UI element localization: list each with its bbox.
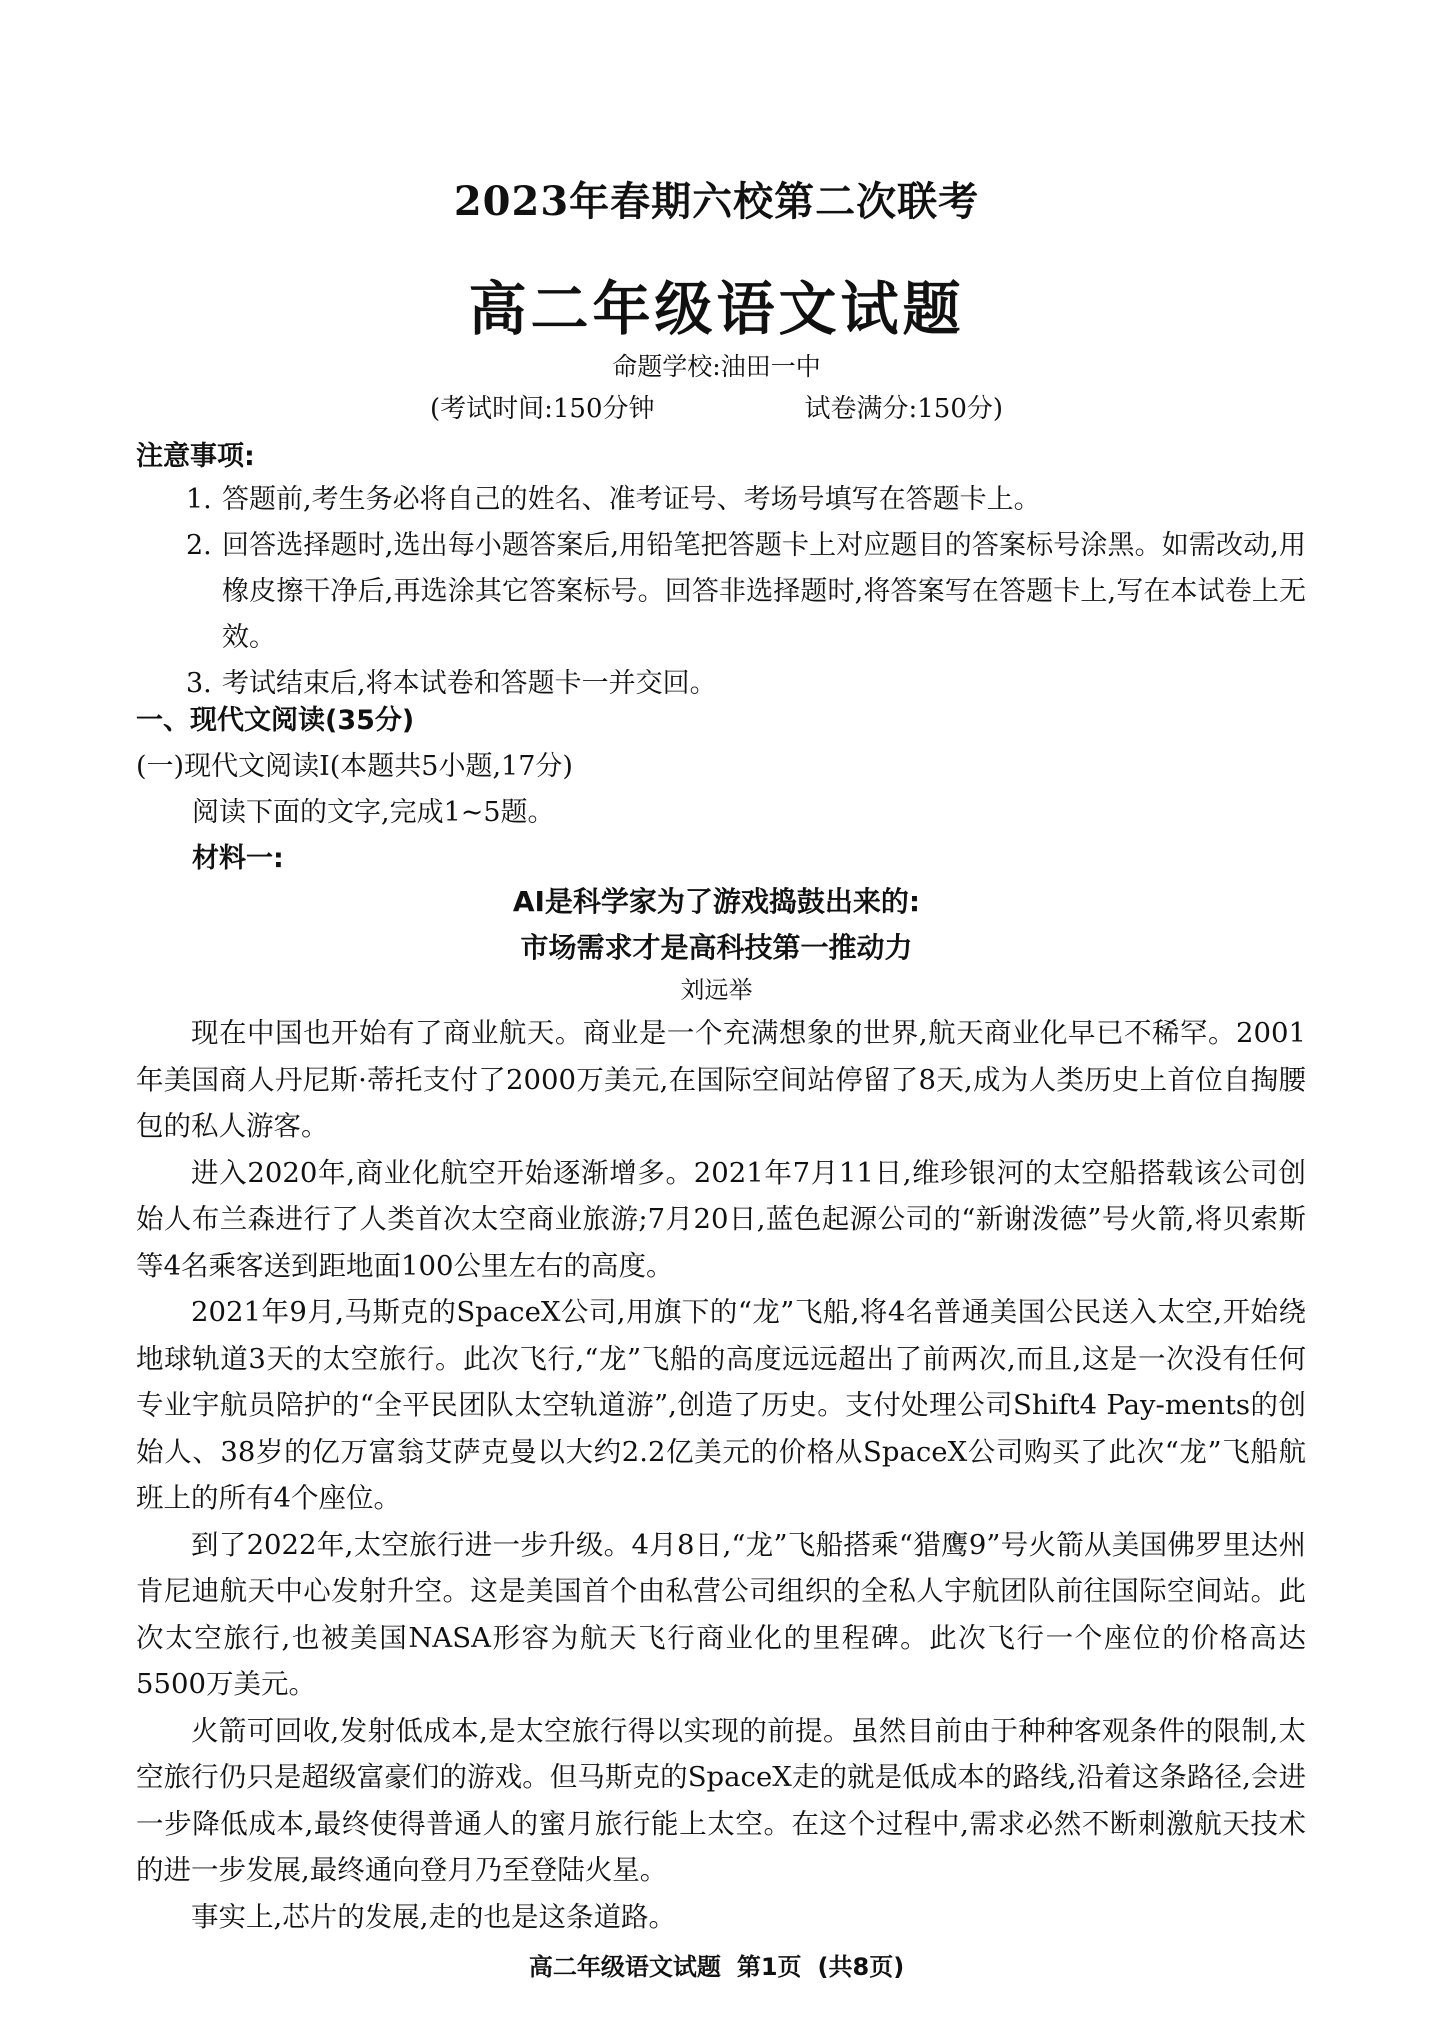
- full-score: 试卷满分:150分): [804, 394, 1004, 424]
- footer-total-pages: (共8页): [817, 1953, 905, 1981]
- notice-item: [186, 523, 1306, 661]
- footer-page-number: 第1页: [736, 1953, 802, 1981]
- article-title-line-1: AI是科学家为了游戏捣鼓出来的:: [512, 885, 921, 918]
- reading-instruction: 阅读下面的文字,完成1~5题。: [192, 797, 555, 828]
- subsection-title: (一)现代文阅读Ⅰ(本题共5小题,17分): [136, 751, 573, 782]
- page-footer: [0, 1947, 1433, 1982]
- article-title-line-2: 市场需求才是高科技第一推动力: [520, 931, 913, 964]
- notice-number: 1.: [186, 484, 212, 515]
- article-paragraph: 现在中国也开始有了商业航天。商业是一个充满想象的世界,航天商业化早已不稀罕。2001年美国商人丹尼斯·蒂托支付了2000万美元,在国际空间站停留了8天,成为人类历史上首位自掏腰包的私人游客。: [136, 1017, 1306, 1142]
- article-paragraph: 进入2020年,商业化航空开始逐渐增多。2021年7月11日,维珍银河的太空船搭载该公司创始人布兰森进行了人类首次太空商业旅游;7月20日,蓝色起源公司的“新谢泼德”号火箭,将贝索斯等4名乘客送到距地面100公里左右的高度。: [136, 1156, 1306, 1282]
- notice-text: 回答选择题时,选出每小题答案后,用铅笔把答题卡上对应题目的答案标号涂黑。如需改动,用橡皮擦干净后,再选涂其它答案标号。回答非选择题时,将答案写在答题卡上,写在本试卷上无效。: [222, 530, 1306, 653]
- article-author: 刘远举: [680, 976, 753, 1004]
- subject-title: 高二年级语文试题: [468, 275, 965, 343]
- section-title: 一、现代文阅读(35分): [136, 705, 415, 736]
- article-paragraph: 到了2022年,太空旅行进一步升级。4月8日,“龙”飞船搭乘“猎鹰9”号火箭从美国佛罗里达州肯尼迪航天中心发射升空。这是美国首个由私营公司组织的全私人宇航团队前往国际空间站。此次太空旅行,也被美国NASA形容为航天飞行商业化的里程碑。此次飞行一个座位的价格高达5500万美元。: [136, 1528, 1306, 1700]
- school-line: 命题学校:油田一中: [612, 352, 821, 381]
- exam-time: (考试时间:150分钟: [429, 394, 655, 424]
- notice-title: 注意事项:: [136, 441, 255, 472]
- notice-text: 考试结束后,将本试卷和答题卡一并交回。: [222, 668, 717, 699]
- article-body: [136, 1010, 1306, 1940]
- exam-info-line: [0, 388, 1433, 425]
- notice-list: [136, 477, 1306, 707]
- exam-title: 2023年春期六校第二次联考: [453, 178, 980, 225]
- article-paragraph: 火箭可回收,发射低成本,是太空旅行得以实现的前提。虽然目前由于种种客观条件的限制,太空旅行仍只是超级富豪们的游戏。但马斯克的SpaceX走的就是低成本的路线,沿着这条路径,会进一步降低成本,最终使得普通人的蜜月旅行能上太空。在这个过程中,需求必然不断刺激航天技术的进一步发展,最终通向登月乃至登陆火星。: [136, 1714, 1306, 1886]
- notice-number: 3.: [186, 668, 212, 699]
- article-paragraph: 2021年9月,马斯克的SpaceX公司,用旗下的“龙”飞船,将4名普通美国公民送入太空,开始绕地球轨道3天的太空旅行。此次飞行,“龙”飞船的高度远远超出了前两次,而且,这是一次没有任何专业宇航员陪护的“全平民团队太空轨道游”,创造了历史。支付处理公司Shift4 Pay-ments的创始人、38岁的亿万富翁艾萨克曼以大约2.2亿美元的价格从SpaceX公司购买了此次“龙”飞船航班上的所有4个座位。: [136, 1296, 1306, 1514]
- material-label: 材料一:: [192, 843, 284, 874]
- notice-item: [186, 477, 1306, 523]
- article-paragraph: 事实上,芯片的发展,走的也是这条道路。: [191, 1900, 676, 1933]
- notice-text: 答题前,考生务必将自己的姓名、准考证号、考场号填写在答题卡上。: [222, 484, 1041, 515]
- notice-number: 2.: [186, 530, 212, 561]
- footer-subject: 高二年级语文试题: [528, 1953, 721, 1981]
